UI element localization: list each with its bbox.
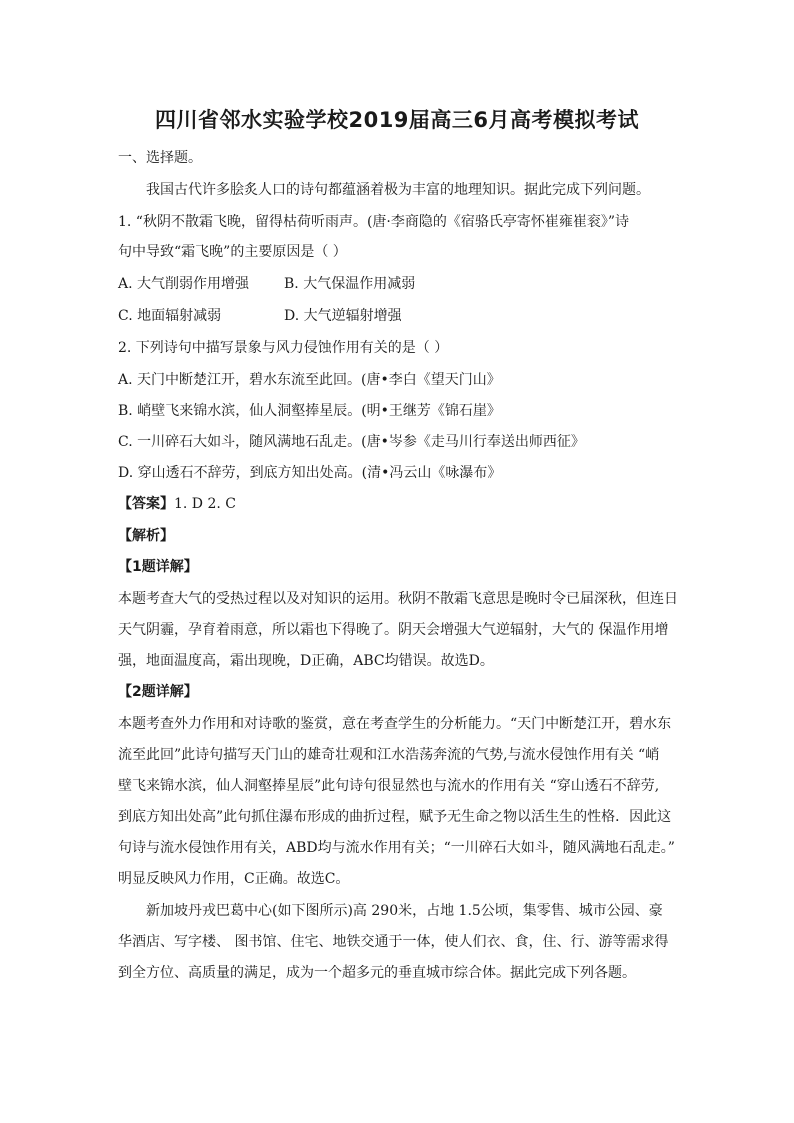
answer-line: [118, 494, 678, 514]
question-2-option-d: D. 穿山透石不辞劳，到底方知出处高。(清•冯云山《咏瀑布》: [118, 465, 502, 481]
detail-2-line-4: 到底方知出处高”此句抓住瀑布形成的曲折过程，赋予无生命之物以活生生的性格．因此这: [118, 809, 672, 825]
question-1-option-b: B. 大气保温作用减弱: [284, 276, 416, 292]
intro-paragraph-2-line-2: 华酒店、写字楼、 图书馆、住宅、地铁交通于一体，使人们衣、食，住、行、游等需求得: [118, 934, 669, 950]
analysis-label: 【解析】: [118, 528, 174, 544]
detail-1-line-1: 本题考查大气的受热过程以及对知识的运用。秋阴不散霜飞意思是晚时令已届深秋，但连日: [118, 591, 678, 607]
question-2-stem: 2. 下列诗句中描写景象与风力侵蚀作用有关的是（ ）: [118, 340, 449, 356]
detail-1-line-3: 强，地面温度高，霜出现晚，D正确，ABC均错误。故选D。: [118, 653, 494, 669]
question-1-stem-line-1: 1. “秋阴不散霜飞晚，留得枯荷听雨声。(唐·李商隐的《宿骆氏亭寄怀崔雍崔衮》”诗: [118, 214, 630, 230]
question-2-option-c: C. 一川碎石大如斗，随风满地石乱走。(唐•岑参《走马川行奉送出师西征》: [118, 434, 585, 450]
intro-paragraph-1: 我国古代许多脍炙人口的诗句都蕴涵着极为丰富的地理知识。据此完成下列问题。: [146, 182, 650, 198]
question-1-option-a: A. 大气削弱作用增强: [118, 276, 250, 292]
answer-label: 【答案】: [118, 496, 174, 512]
detail-1-line-2: 天气阴霾，孕育着雨意，所以霜也下得晚了。阴天会增强大气逆辐射，大气的 保温作用增: [118, 622, 669, 638]
intro-paragraph-2-line-3: 到全方位、高质量的满足，成为一个超多元的垂直城市综合体。据此完成下列各题。: [118, 965, 636, 981]
section-heading: 一、选择题。: [118, 150, 202, 166]
question-1-options-row-2: [118, 306, 678, 326]
detail-2-line-5: 句诗与流水侵蚀作用有关，ABD均与流水作用有关；“一川碎石大如斗，随风满地石乱走。”: [118, 840, 675, 856]
question-1-option-c: C. 地面辐射减弱: [118, 308, 222, 324]
answer-text: 1. D 2. C: [174, 496, 237, 512]
detail-1-label: 【1题详解】: [118, 559, 198, 575]
detail-2-line-1: 本题考查外力作用和对诗歌的鉴赏，意在考查学生的分析能力。“天门中断楚江开，碧水东: [118, 716, 672, 732]
question-2-option-a: A. 天门中断楚江开，碧水东流至此回。(唐•李白《望天门山》: [118, 372, 501, 388]
detail-2-line-3: 壁飞来锦水滨，仙人洞壑捧星辰”此句诗句很显然也与流水的作用有关 “穿山透石不辞劳,: [118, 778, 660, 794]
detail-2-line-2: 流至此回”此诗句描写天门山的雄奇壮观和江水浩荡奔流的气势,与流水侵蚀作用有关 “峭: [118, 747, 660, 763]
question-2-option-b: B. 峭壁飞来锦水滨，仙人洞壑捧星辰。(明•王继芳《锦石崖》: [118, 403, 501, 419]
question-1-option-d: D. 大气逆辐射增强: [284, 308, 402, 324]
intro-paragraph-2-line-1: 新加坡丹戎巴葛中心(如下图所示)高 290米，占地 1.5公顷，集零售、城市公园、豪: [146, 903, 663, 919]
detail-2-line-6: 明显反映风力作用，C正确。故选C。: [118, 871, 350, 887]
question-1-options-row-1: [118, 274, 678, 294]
question-1-stem-line-2: 句中导致“霜飞晚”的主要原因是（ ）: [118, 244, 347, 260]
document-title: 四川省邻水实验学校2019届高三6月高考模拟考试: [154, 108, 640, 132]
detail-2-label: 【2题详解】: [118, 684, 198, 700]
